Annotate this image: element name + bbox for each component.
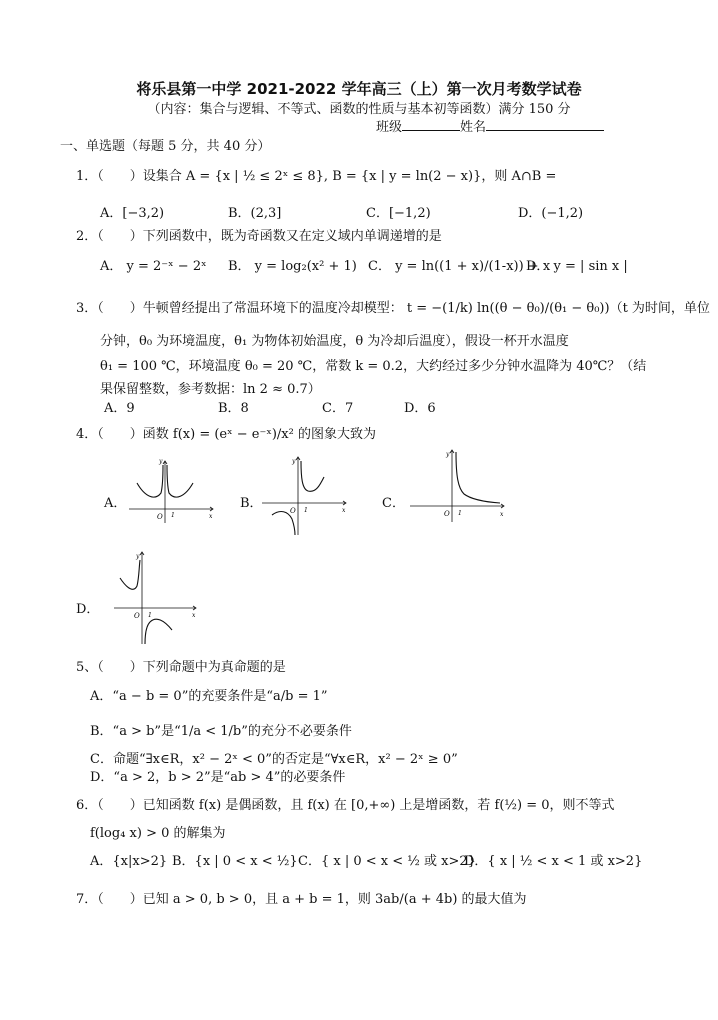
q2-option-c: C． y = ln((1 + x)/(1-x)) + x bbox=[368, 259, 551, 274]
question-2-stem: 2．（ ）下列函数中，既为奇函数又在定义域内单调递增的是 bbox=[76, 229, 442, 244]
question-1-stem: 1．（ ）设集合 A = {x | ½ ≤ 2ˣ ≤ 8}, B = {x | y = ln(2 − x)}，则 A∩B = bbox=[76, 169, 557, 184]
question-6-line-2: f(log₄ x) > 0 的解集为 bbox=[90, 826, 226, 841]
q4-graph-a bbox=[125, 455, 217, 525]
graph-b-y-label: y bbox=[292, 458, 296, 465]
graph-c-curve-right bbox=[456, 452, 500, 503]
q4-graph-d bbox=[110, 550, 200, 646]
graph-d-curve-right bbox=[145, 619, 172, 644]
q2-option-a: A． y = 2⁻ˣ − 2ˣ bbox=[100, 259, 207, 274]
q1-option-b: B．(2,3] bbox=[228, 206, 282, 221]
question-7-stem: 7．（ ）已知 a > 0, b > 0，且 a + b = 1，则 3ab/(a + 4b) 的最大值为 bbox=[76, 892, 527, 907]
q5-option-b: B．“a > b”是“1/a < 1/b”的充分不必要条件 bbox=[90, 724, 352, 739]
question-3-line-3: θ₁ = 100 ℃，环境温度 θ₀ = 20 ℃，常数 k = 0.2，大约经过多少分钟水温降为 40℃？（结 bbox=[100, 359, 647, 374]
graph-a-curve-left bbox=[137, 465, 163, 497]
name-label: 姓名 bbox=[460, 120, 487, 135]
q3-option-a: A．9 bbox=[104, 401, 135, 416]
q3-option-c: C．7 bbox=[322, 401, 354, 416]
q5-option-c: C．命题“∃x∈R，x² − 2ˣ < 0”的否定是“∀x∈R，x² − 2ˣ ≥ 0” bbox=[90, 752, 458, 767]
q5-option-a: A．“a − b = 0”的充要条件是“a/b = 1” bbox=[90, 689, 328, 704]
q4-graph-c bbox=[406, 448, 508, 524]
graph-a-origin: O bbox=[157, 513, 163, 521]
graph-c-origin: O bbox=[444, 510, 450, 518]
graph-d-x-label: x bbox=[192, 612, 196, 619]
question-4-stem: 4．（ ）函数 f(x) = (eˣ − e⁻ˣ)/x² 的图象大致为 bbox=[76, 427, 376, 442]
q1-option-c: C．[−1,2) bbox=[366, 206, 431, 221]
graph-d-origin: O bbox=[134, 612, 140, 620]
q4-graph-a-label: A． bbox=[104, 496, 127, 511]
q4-graph-c-label: C． bbox=[382, 496, 405, 511]
class-name-line bbox=[376, 116, 604, 135]
question-3-line-2: 分钟，θ₀ 为环境温度，θ₁ 为物体初始温度，θ 为冷却后温度），假设一杯开水温度 bbox=[100, 334, 569, 349]
q6-option-d: D．{ x | ½ < x < 1 或 x>2} bbox=[464, 854, 643, 869]
question-3-line-4: 果保留整数，参考数据：ln 2 ≈ 0.7） bbox=[100, 382, 321, 397]
q3-option-d: D．6 bbox=[404, 401, 436, 416]
q6-option-b: B．{x | 0 < x < ½} bbox=[172, 854, 298, 869]
q3-option-b: B．8 bbox=[218, 401, 249, 416]
graph-a-one: 1 bbox=[171, 512, 175, 519]
name-blank[interactable] bbox=[486, 118, 604, 131]
question-5-stem: 5、（ ）下列命题中为真命题的是 bbox=[76, 660, 286, 675]
q5-option-d: D．“a > 2，b > 2”是“ab > 4”的必要条件 bbox=[90, 770, 346, 785]
graph-d-curve-left bbox=[120, 560, 140, 589]
q6-option-c: C．{ x | 0 < x < ½ 或 x>2} bbox=[298, 854, 476, 869]
q4-graph-b-label: B． bbox=[240, 496, 263, 511]
q2-option-d: D． y = | sin x | bbox=[526, 259, 628, 274]
q1-option-a: A．[−3,2) bbox=[100, 206, 165, 221]
graph-b-curve-left bbox=[272, 512, 295, 535]
q2-option-b: B． y = log₂(x² + 1) bbox=[228, 259, 357, 274]
graph-c-y-label: y bbox=[446, 451, 450, 458]
graph-b-curve-right bbox=[301, 461, 324, 491]
graph-b-one: 1 bbox=[304, 507, 308, 514]
q4-graph-b bbox=[258, 455, 350, 537]
graph-d-one: 1 bbox=[148, 612, 152, 619]
q6-option-a: A．{x|x>2} bbox=[90, 854, 168, 869]
graph-b-x-label: x bbox=[342, 507, 346, 514]
class-label: 班级 bbox=[376, 120, 403, 135]
q1-option-d: D．(−1,2) bbox=[518, 206, 584, 221]
graph-d-y-label: y bbox=[136, 553, 140, 560]
class-blank[interactable] bbox=[402, 118, 460, 131]
page-title: 将乐县第一中学 2021-2022 学年高三（上）第一次月考数学试卷 bbox=[136, 80, 582, 98]
graph-a-x-label: x bbox=[209, 513, 213, 520]
graph-c-x-label: x bbox=[500, 511, 504, 518]
graph-b-origin: O bbox=[290, 507, 296, 515]
page-subtitle: （内容：集合与逻辑、不等式、函数的性质与基本初等函数）满分 150 分 bbox=[147, 102, 571, 117]
graph-a-curve-right bbox=[167, 465, 193, 497]
question-3-line-1: 3．（ ）牛顿曾经提出了常温环境下的温度冷却模型： t = −(1/k) ln((θ − θ₀)/(θ₁ − θ₀))（t 为时间，单位 bbox=[76, 301, 710, 316]
graph-c-one: 1 bbox=[458, 510, 462, 517]
question-6-line-1: 6．（ ）已知函数 f(x) 是偶函数，且 f(x) 在 [0,+∞) 上是增函数，若 f(½) = 0，则不等式 bbox=[76, 798, 615, 813]
section-heading: 一、单选题（每题 5 分，共 40 分） bbox=[60, 139, 271, 154]
q4-graph-d-label: D． bbox=[76, 602, 100, 617]
graph-a-y-label: y bbox=[159, 458, 163, 465]
